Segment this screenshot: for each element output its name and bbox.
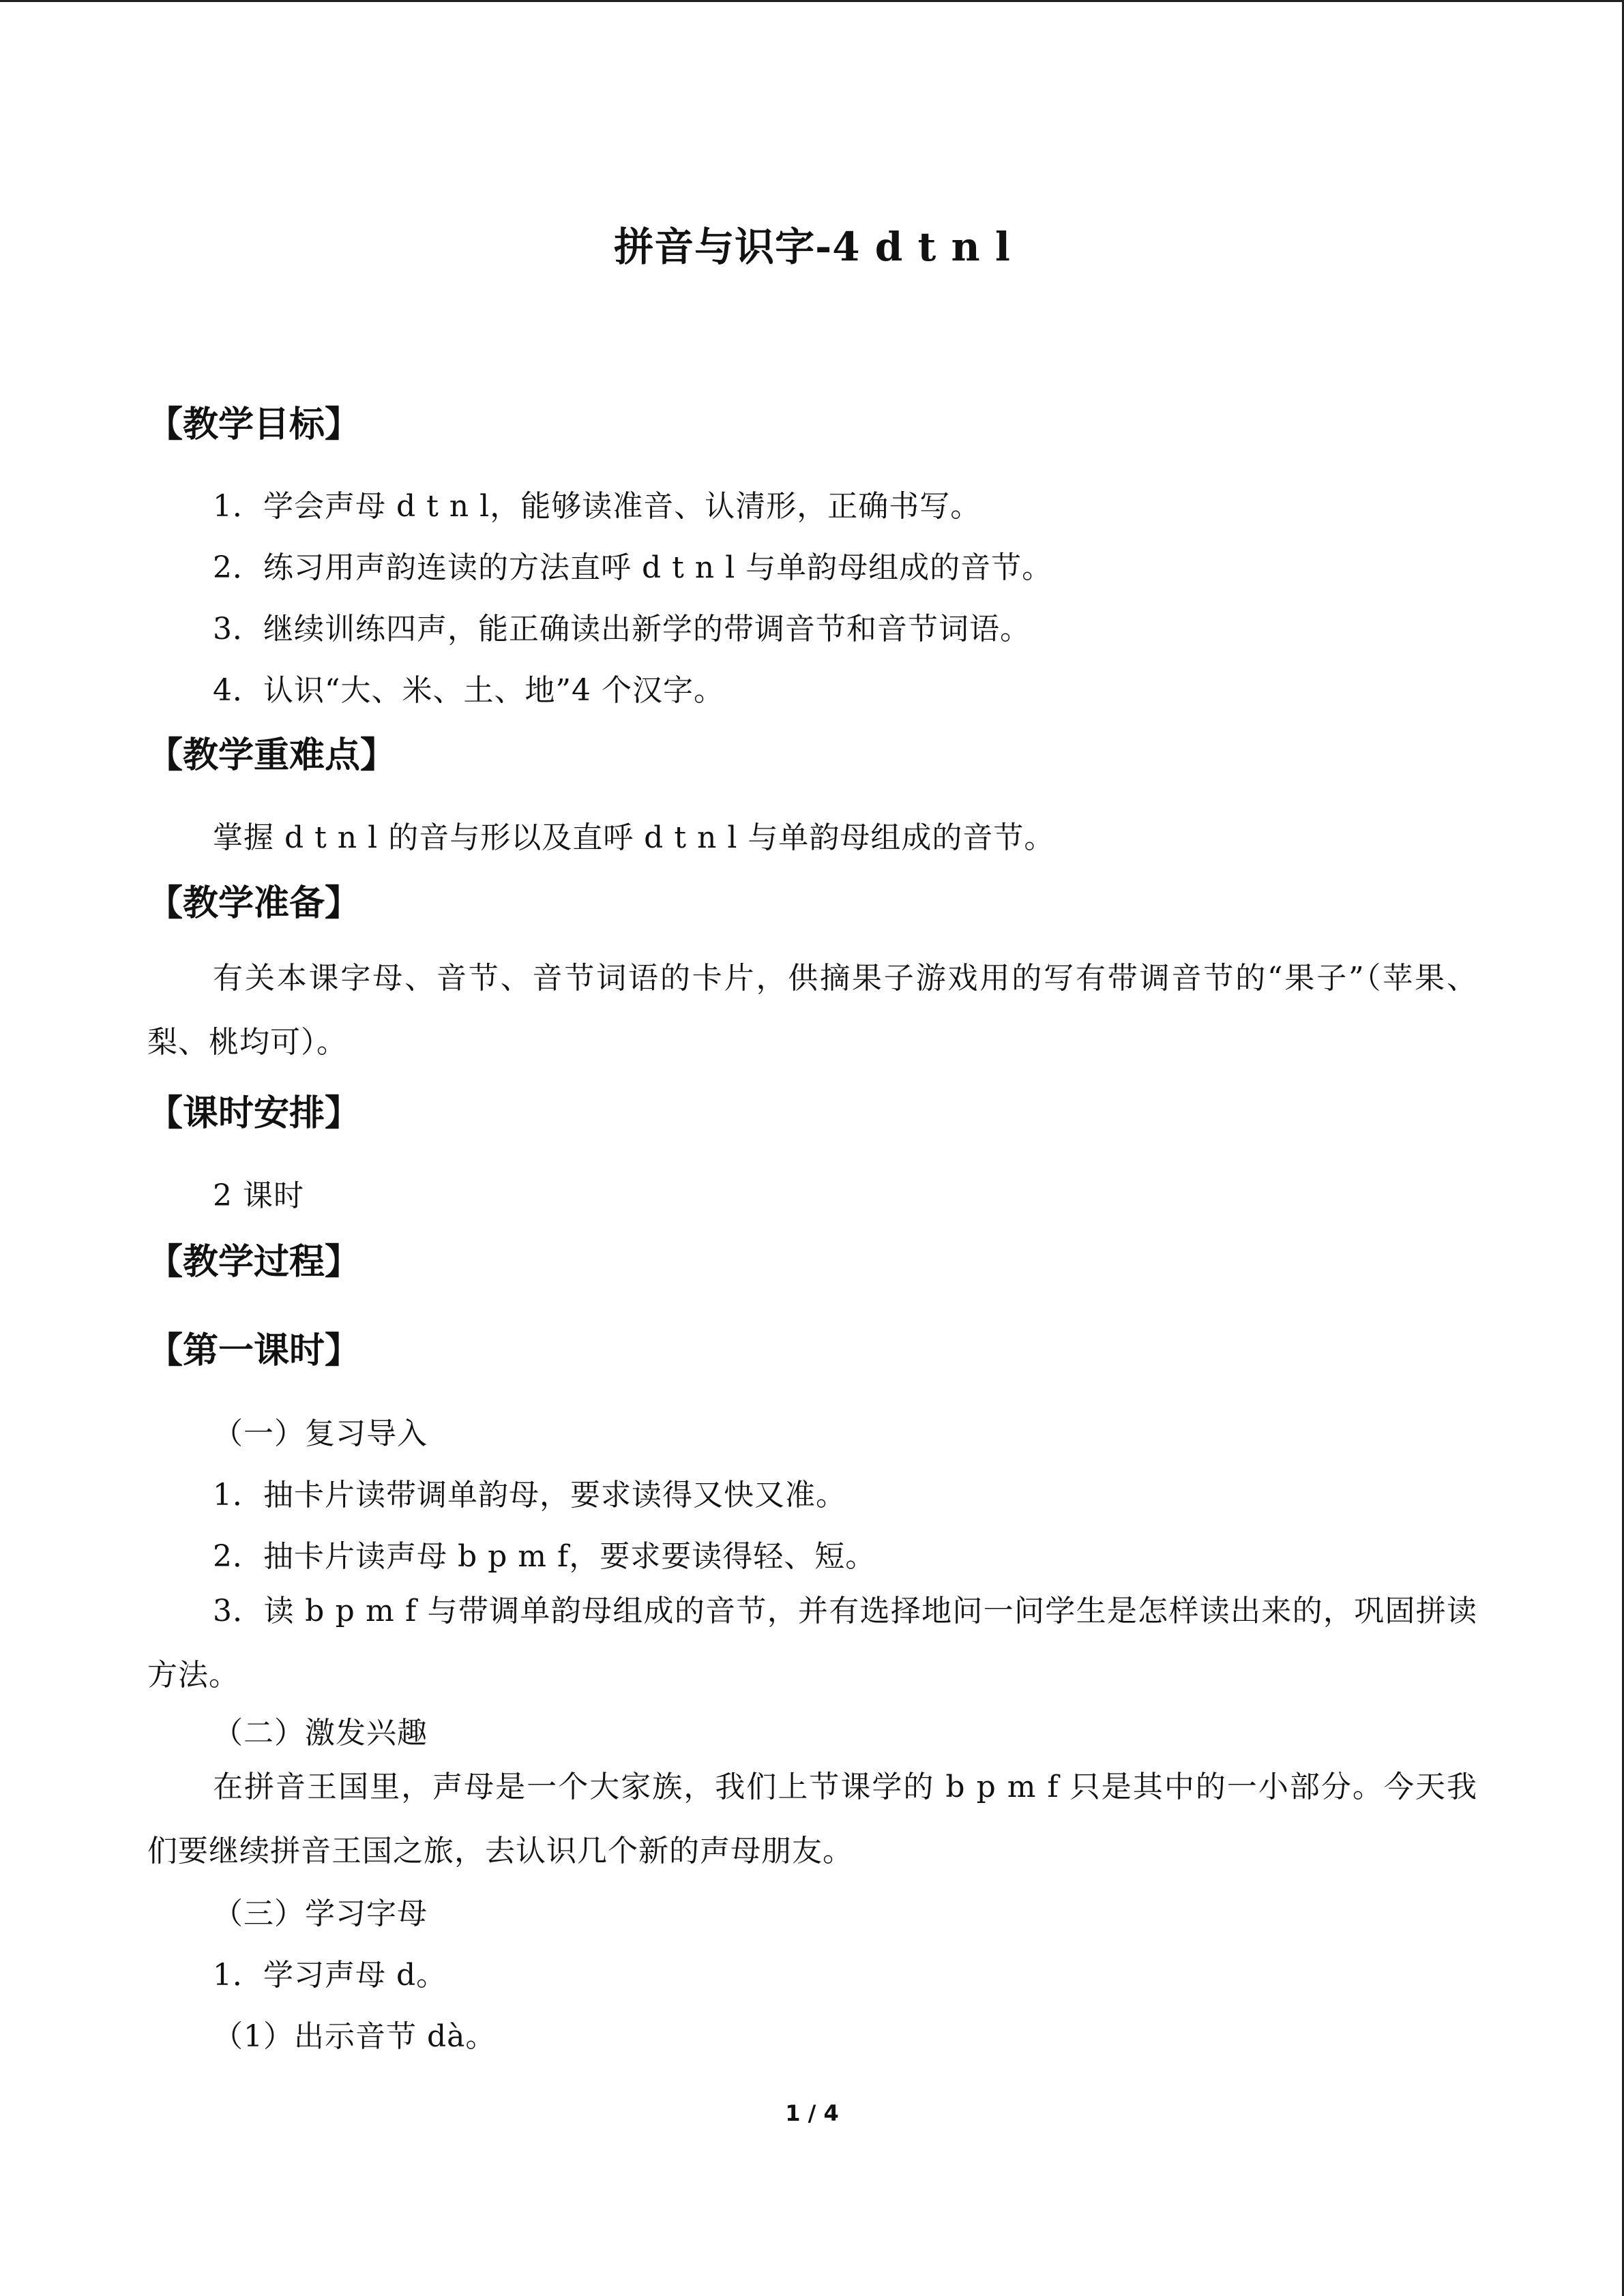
schedule-text: 2 课时 [213, 1178, 304, 1213]
part-1-item-3: 3．读 b p m f 与带调单韵母组成的音节，并有选择地问一问学生是怎样读出来的，巩固拼读方法。 [147, 1594, 1477, 1693]
heading-process: 【教学过程】 [147, 1242, 361, 1283]
part-1-title: （一）复习导入 [213, 1416, 428, 1451]
heading-key-points: 【教学重难点】 [147, 735, 396, 776]
key-points-text: 掌握 d t n l 的音与形以及直呼 d t n l 与单韵母组成的音节。 [213, 820, 1055, 855]
heading-preparation: 【教学准备】 [147, 883, 361, 924]
document-title: 拼音与识字-4 d t n l [614, 224, 1011, 270]
part-2-title: （二）激发兴趣 [213, 1716, 428, 1750]
goal-item-3: 3．继续训练四声，能正确读出新学的带调音节和音节词语。 [213, 612, 1031, 646]
page-number: 1 / 4 [785, 2100, 839, 2126]
part-1-item-2: 2．抽卡片读声母 b p m f，要求要读得轻、短。 [213, 1539, 876, 1574]
part-3-title: （三）学习字母 [213, 1896, 428, 1931]
heading-schedule: 【课时安排】 [147, 1093, 361, 1134]
heading-goals: 【教学目标】 [147, 404, 361, 445]
part-1-item-1: 1．抽卡片读带调单韵母，要求读得又快又准。 [213, 1478, 846, 1512]
goal-item-1: 1．学会声母 d t n l，能够读准音、认清形，正确书写。 [213, 489, 981, 524]
heading-lesson-1: 【第一课时】 [147, 1330, 361, 1371]
preparation-text: 有关本课字母、音节、音节词语的卡片，供摘果子游戏用的写有带调音节的“果子”（苹果、梨、桃均可）。 [147, 961, 1477, 1060]
part-2-text: 在拼音王国里，声母是一个大家族，我们上节课学的 b p m f 只是其中的一小部分。今天我们要继续拼音王国之旅，去认识几个新的声母朋友。 [147, 1770, 1477, 1868]
goal-item-2: 2．练习用声韵连读的方法直呼 d t n l 与单韵母组成的音节。 [213, 550, 1053, 585]
part-3-sub-item-1: （1）出示音节 dà。 [213, 2019, 497, 2054]
goal-item-4: 4．认识“大、米、土、地”4 个汉字。 [213, 673, 724, 708]
part-3-item-1: 1．学习声母 d。 [213, 1958, 447, 1993]
